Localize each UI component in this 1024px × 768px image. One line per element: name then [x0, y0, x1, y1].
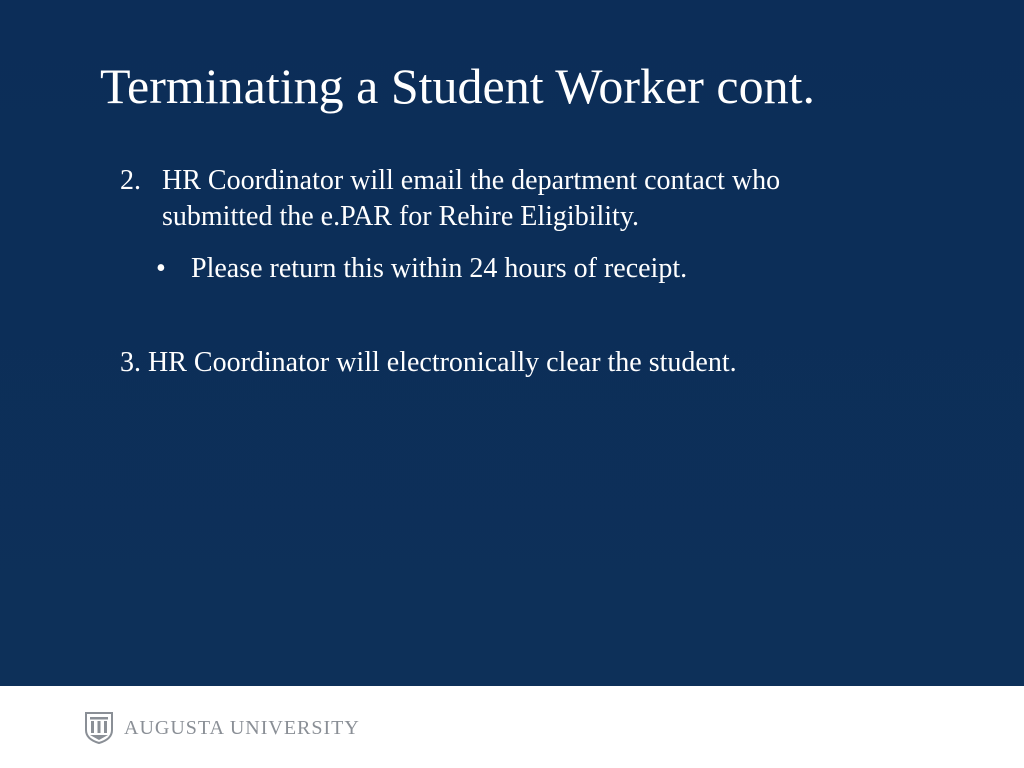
list-number-2: 2.: [120, 165, 141, 196]
bullet-marker: •: [156, 253, 166, 284]
slide-title: Terminating a Student Worker cont.: [100, 58, 815, 114]
augusta-university-shield-icon: [84, 712, 114, 744]
list-item-2-line-2: submitted the e.PAR for Rehire Eligibility.: [162, 201, 639, 232]
university-logo: [84, 712, 360, 744]
list-item-2-line-1: HR Coordinator will email the department contact who: [162, 165, 781, 196]
logo-wordmark: AUGUSTA UNIVERSITY: [124, 717, 360, 739]
bullet-item: Please return this within 24 hours of receipt.: [191, 253, 688, 284]
list-item-3: 3. HR Coordinator will electronically clear the student.: [120, 347, 737, 378]
